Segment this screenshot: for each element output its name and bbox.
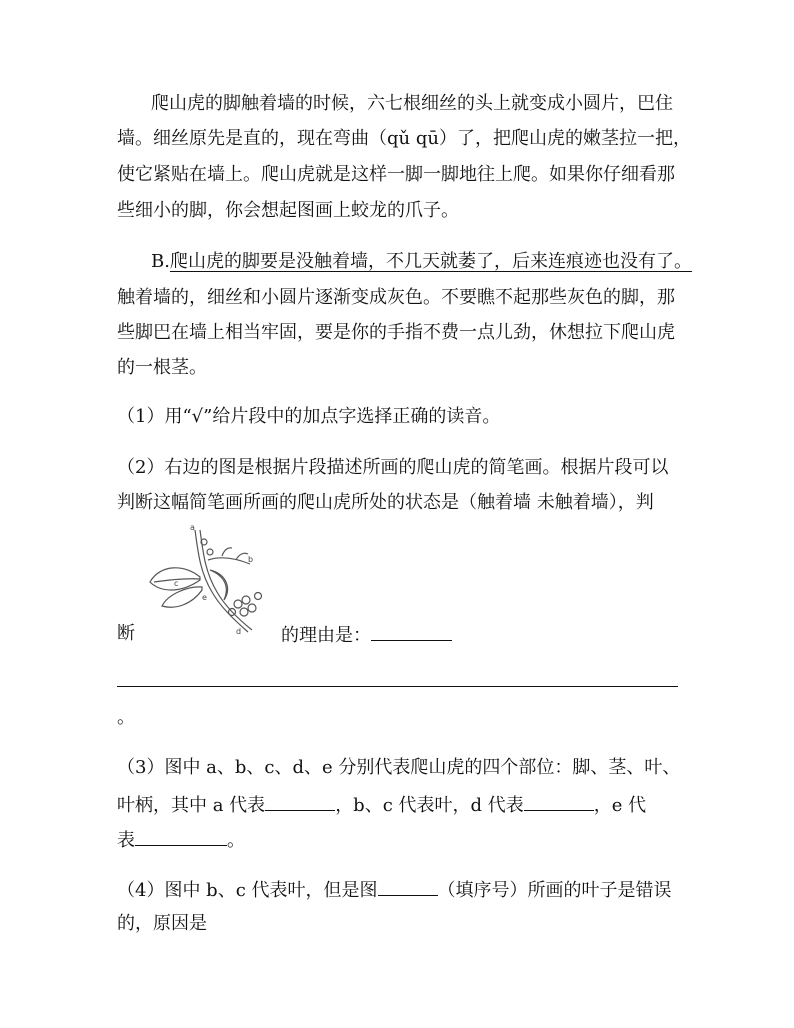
passage-p2-label: B. <box>151 251 170 272</box>
question-2-reason-line <box>281 622 452 648</box>
question-3-end-mark: 。 <box>227 830 245 851</box>
question-2-line2: 判断这幅简笔画所画的爬山虎所处的状态是（触着墙 未触着墙），判 <box>117 492 654 513</box>
figure-label-a: a <box>190 523 195 532</box>
question-4-figure-blank[interactable] <box>378 877 438 896</box>
question-2-reason-label: 的理由是： <box>281 625 371 646</box>
passage-p1-line2: 墙。细丝原先是直的，现在弯曲（qǔ qū）了，把爬山虎的嫩茎拉一把， <box>117 128 691 149</box>
figure-label-b: b <box>248 555 254 564</box>
passage-p2-line4: 的一根茎。 <box>117 357 207 378</box>
passage-p1-line3: 使它紧贴在墙上。爬山虎就是这样一脚一脚地往上爬。如果你仔细看那 <box>117 164 675 185</box>
passage-p2-underlined-sentence: 爬山虎的脚要是没触着墙，不几天就萎了，后来连痕迹也没有了。 <box>169 251 692 272</box>
question-3-e-blank[interactable] <box>135 827 227 846</box>
question-2-end-mark: 。 <box>117 707 135 728</box>
question-2-line1: （2）右边的图是根据片段描述所画的爬山虎的简笔画。根据片段可以 <box>117 457 669 478</box>
question-4-lead: （4）图中 b、c 代表叶，但是图 <box>117 880 378 901</box>
question-3-a-blank[interactable] <box>265 792 335 811</box>
figure-label-c: c <box>174 579 179 588</box>
question-3-d-label: ，b、c 代表叶，d 代表 <box>335 795 524 816</box>
question-2-answer-rule[interactable] <box>117 686 678 687</box>
question-1: （1）用“√”给片段中的加点字选择正确的读音。 <box>117 406 501 427</box>
figure-label-d: d <box>236 627 242 636</box>
question-4-tail: （填序号）所画的叶子是错误 <box>437 880 672 901</box>
figure-label-e: e <box>202 593 207 602</box>
question-3-line2 <box>117 792 646 818</box>
question-3-d-blank[interactable] <box>524 792 594 811</box>
question-3-a-label: 叶柄，其中 a 代表 <box>117 795 266 816</box>
passage-p1-line1: 爬山虎的脚触着墙的时候，六七根细丝的头上就变成小圆片，巴住 <box>151 93 673 114</box>
passage-p2-line1 <box>151 250 692 274</box>
question-3-e-label-tail: 表 <box>117 830 135 851</box>
passage-p2-line2: 触着墙的，细丝和小圆片逐渐变成灰色。不要瞧不起那些灰色的脚，那 <box>117 287 675 308</box>
passage-p1-line4: 些细小的脚，你会想起图画上蛟龙的爪子。 <box>117 200 459 221</box>
question-3-e-label: ，e 代 <box>593 795 647 816</box>
question-3-line3 <box>117 827 245 853</box>
question-2-reason-blank[interactable] <box>371 622 452 641</box>
question-4-line2: 的，原因是 <box>117 913 207 934</box>
passage-p2-line3: 些脚巴在墙上相当牢固，要是你的手指不费一点儿劲，休想拉下爬山虎 <box>117 322 675 343</box>
question-2-duan: 断 <box>117 623 135 644</box>
question-3-line1: （3）图中 a、b、c、d、e 分别代表爬山虎的四个部位：脚、茎、叶、 <box>117 757 681 778</box>
question-4-line1 <box>117 877 672 903</box>
ivy-sketch-figure <box>140 522 270 640</box>
